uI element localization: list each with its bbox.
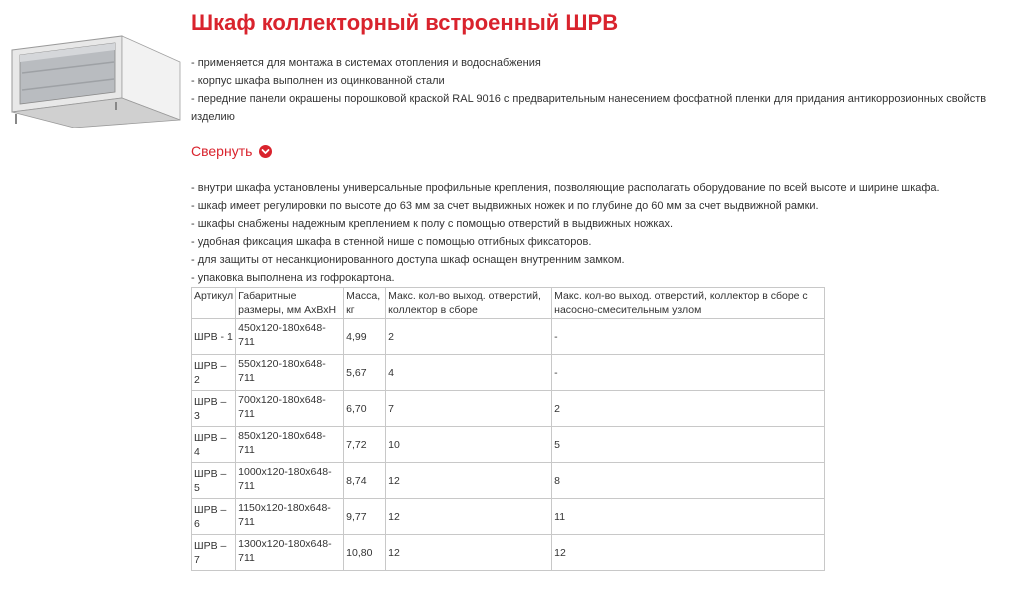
feature-item: - для защиты от несанкционированного доступа шкаф оснащен внутренним замком. [191, 254, 625, 266]
cell-max-outlets-pump: - [552, 319, 825, 355]
cell-max-outlets-pump: 2 [552, 391, 825, 427]
feature-item: - удобная фиксация шкафа в стенной нише с помощью отгибных фиксаторов. [191, 236, 592, 248]
cell-dimensions: 550х120-180х648-711 [236, 355, 344, 391]
cell-mass: 7,72 [344, 427, 386, 463]
cell-dimensions: 450х120-180х648-711 [236, 319, 344, 355]
cell-mass: 8,74 [344, 463, 386, 499]
cell-mass: 6,70 [344, 391, 386, 427]
cell-max-outlets-pump: 5 [552, 427, 825, 463]
cell-article: ШРВ - 1 [192, 319, 236, 355]
cell-article: ШРВ – 3 [192, 391, 236, 427]
feature-item: - упаковка выполнена из гофрокартона. [191, 272, 395, 284]
cell-article: ШРВ – 4 [192, 427, 236, 463]
cell-dimensions: 1150х120-180х648-711 [236, 499, 344, 535]
spec-table [191, 287, 825, 571]
table-header-row [192, 288, 825, 319]
page-title: Шкаф коллекторный встроенный ШРВ [191, 10, 619, 35]
table-row [192, 535, 825, 571]
cell-article: ШРВ – 7 [192, 535, 236, 571]
collapse-toggle[interactable] [191, 143, 272, 159]
table-row [192, 499, 825, 535]
cell-max-outlets: 7 [386, 391, 552, 427]
cell-max-outlets: 12 [386, 463, 552, 499]
description-line: - применяется для монтажа в системах отопления и водоснабжения [191, 57, 541, 69]
feature-item: - шкаф имеет регулировки по высоте до 63 мм за счет выдвижных ножек и по глубине до 60 мм за счет выдвижной рамки. [191, 200, 819, 212]
feature-item: - шкафы снабжены надежным креплением к полу с помощью отверстий в выдвижных ножках. [191, 218, 674, 230]
cell-max-outlets-pump: - [552, 355, 825, 391]
cell-dimensions: 700х120-180х648-711 [236, 391, 344, 427]
cell-max-outlets: 10 [386, 427, 552, 463]
cell-max-outlets: 2 [386, 319, 552, 355]
cell-dimensions: 850х120-180х648-711 [236, 427, 344, 463]
cell-max-outlets-pump: 8 [552, 463, 825, 499]
cell-article: ШРВ – 2 [192, 355, 236, 391]
cabinet-image [4, 28, 184, 128]
header-max-outlets-pump: Макс. кол-во выход. отверстий, коллектор в сборе с насосно-смесительным узлом [552, 288, 825, 319]
cell-max-outlets-pump: 11 [552, 499, 825, 535]
cell-article: ШРВ – 5 [192, 463, 236, 499]
table-row [192, 463, 825, 499]
chevron-down-icon [259, 145, 272, 158]
table-row [192, 391, 825, 427]
cell-article: ШРВ – 6 [192, 499, 236, 535]
description-line: - передние панели окрашены порошковой краской RAL 9016 с предварительным нанесением фосфатной пленки для придания антикоррозионных свойств изделию [191, 93, 987, 123]
header-mass: Масса, кг [344, 288, 386, 319]
header-max-outlets: Макс. кол-во выход. отверстий, коллектор в сборе [386, 288, 552, 319]
cell-dimensions: 1000х120-180х648-711 [236, 463, 344, 499]
cell-mass: 10,80 [344, 535, 386, 571]
feature-item: - внутри шкафа установлены универсальные профильные крепления, позволяющие располагать оборудование по всей высоте и ширине шкафа. [191, 182, 940, 194]
table-row [192, 319, 825, 355]
cell-dimensions: 1300х120-180х648-711 [236, 535, 344, 571]
cell-max-outlets: 12 [386, 499, 552, 535]
table-row [192, 427, 825, 463]
collapse-label: Свернуть [191, 143, 253, 159]
cell-mass: 4,99 [344, 319, 386, 355]
cell-max-outlets: 4 [386, 355, 552, 391]
cell-max-outlets: 12 [386, 535, 552, 571]
cell-max-outlets-pump: 12 [552, 535, 825, 571]
product-description [191, 54, 1021, 126]
cell-mass: 5,67 [344, 355, 386, 391]
table-row [192, 355, 825, 391]
feature-list [191, 179, 1021, 287]
header-article: Артикул [192, 288, 236, 319]
description-line: - корпус шкафа выполнен из оцинкованной стали [191, 75, 445, 87]
header-dimensions: Габаритные размеры, мм АхВхН [236, 288, 344, 319]
cell-mass: 9,77 [344, 499, 386, 535]
